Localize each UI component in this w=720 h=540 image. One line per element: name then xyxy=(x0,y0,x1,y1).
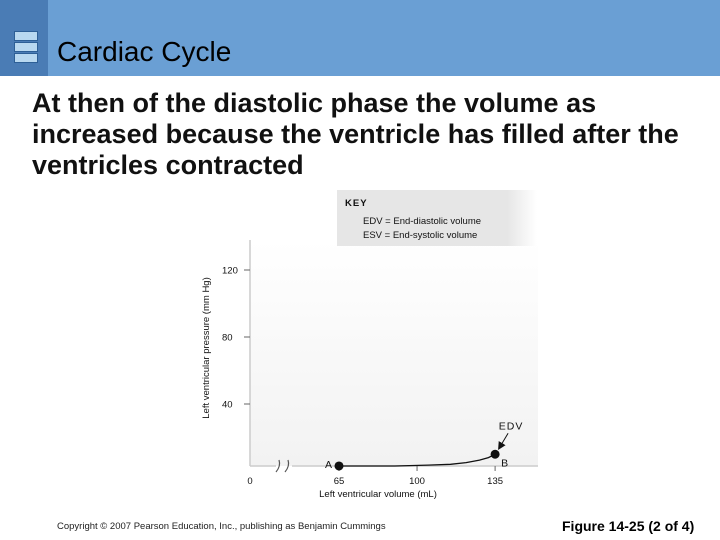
plot-area xyxy=(250,240,538,466)
y-tick-label: 80 xyxy=(222,332,233,344)
slide-heading: At then of the diastolic phase the volume as increased because the ventricle has filled after the ventricles contracted xyxy=(32,88,679,180)
point-b xyxy=(491,450,500,459)
key-title: KEY xyxy=(345,198,368,209)
copyright-text: Copyright © 2007 Pearson Education, Inc., publishing as Benjamin Cummings xyxy=(57,521,386,532)
slide-title: Cardiac Cycle xyxy=(57,36,232,67)
x-axis-ticks xyxy=(247,466,503,487)
edv-annotation: EDV xyxy=(498,420,524,433)
y-axis-ticks xyxy=(222,266,250,411)
x-tick-label: 65 xyxy=(333,476,345,487)
x-tick-label: 100 xyxy=(409,476,425,487)
chart-key xyxy=(337,190,537,246)
x-tick-label: 0 xyxy=(247,476,253,487)
y-tick-label: 40 xyxy=(222,399,233,411)
key-entry-edv: EDV = End-diastolic volume xyxy=(363,216,482,227)
point-a xyxy=(335,461,344,470)
point-label-a: A xyxy=(324,458,334,471)
figure-label: Figure 14-25 (2 of 4) xyxy=(562,518,695,534)
key-entry-esv: ESV = End-systolic volume xyxy=(363,230,478,241)
y-tick-label: 120 xyxy=(222,265,238,277)
x-axis-label: Left ventricular volume (mL) xyxy=(319,489,437,500)
point-label-b: B xyxy=(501,457,510,470)
x-tick-label: 135 xyxy=(487,476,504,487)
y-axis-label: Left ventricular pressure (mm Hg) xyxy=(201,277,212,419)
